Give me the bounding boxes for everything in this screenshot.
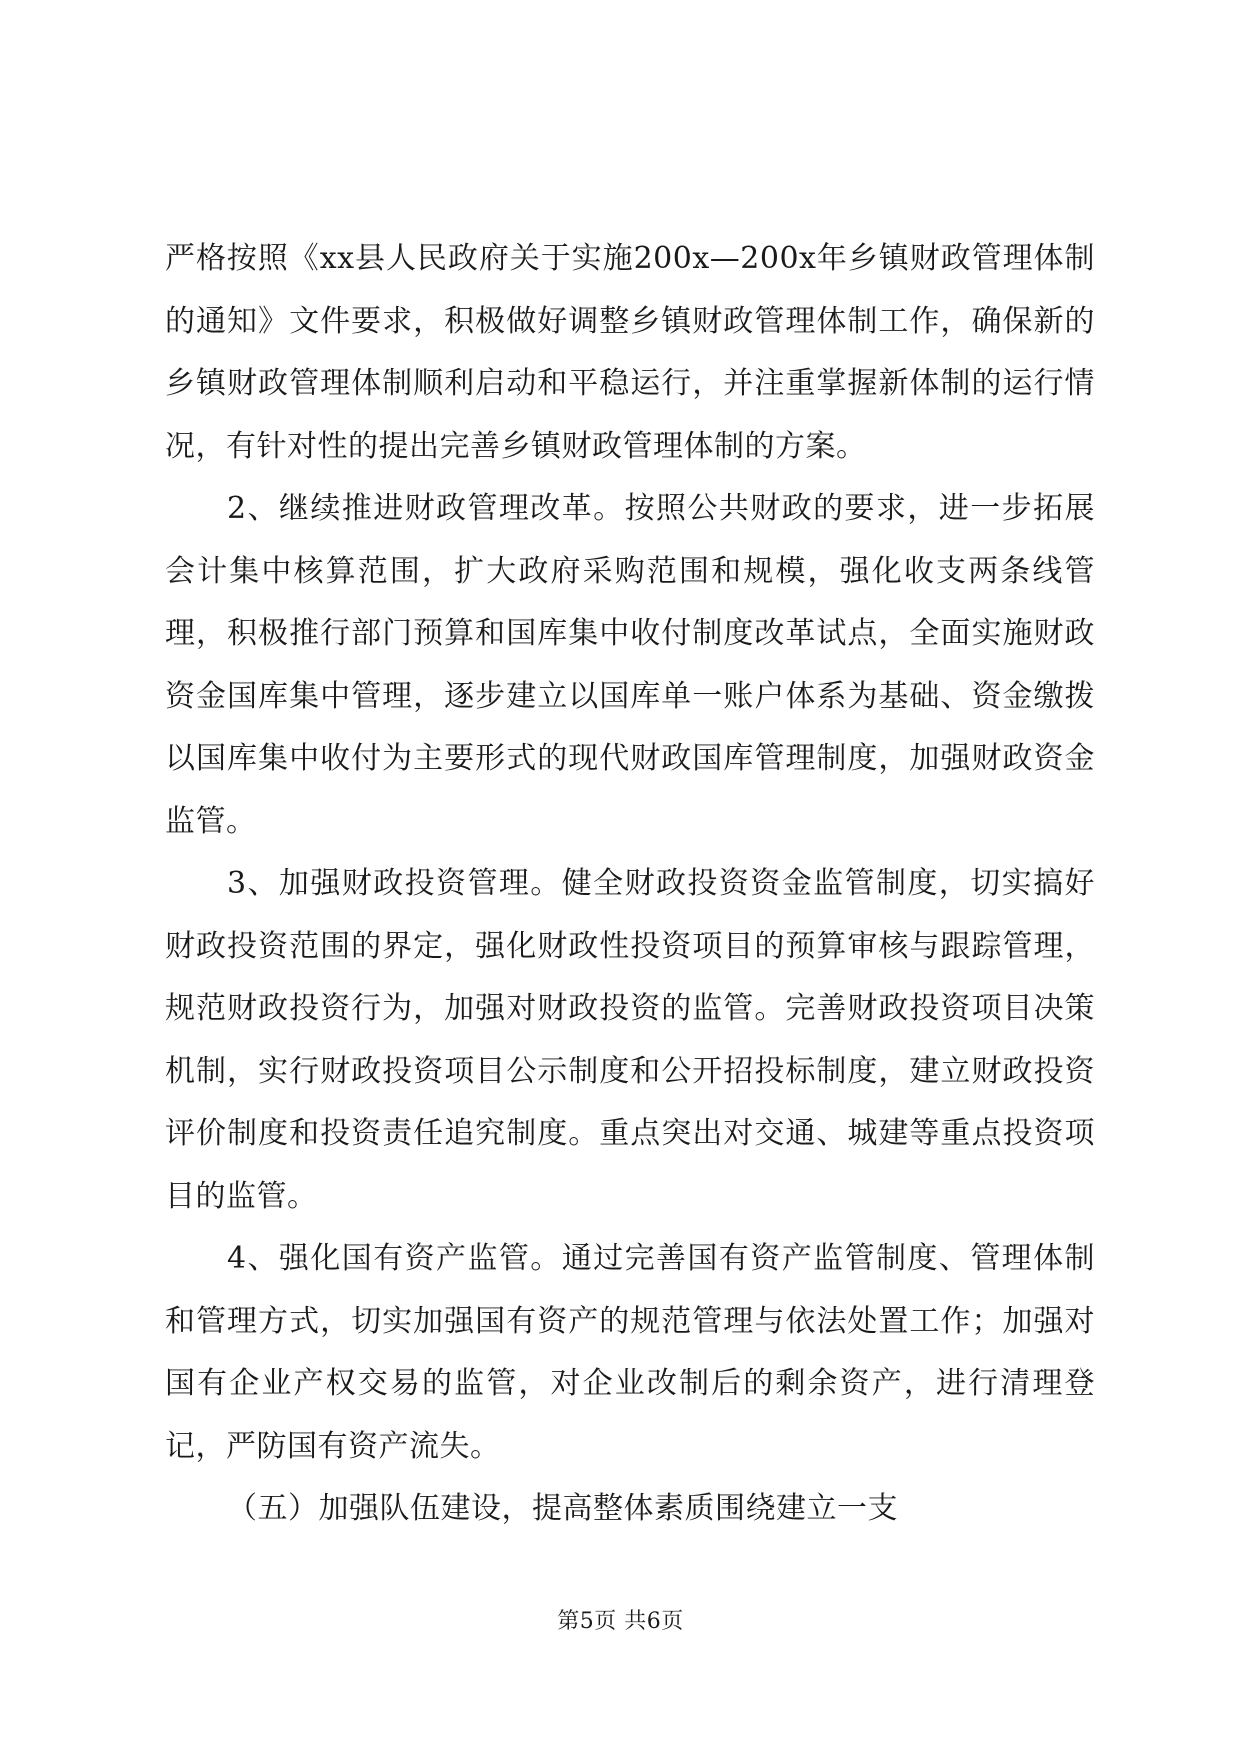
paragraph-item-3: 3、加强财政投资管理。健全财政投资资金监管制度，切实搞好财政投资范围的界定，强化财政性投资项目的预算审核与跟踪管理，规范财政投资行为，加强对财政投资的监管。完善财政投资项目决策机制，实行财政投资项目公示制度和公开招投标制度，建立财政投资评价制度和投资责任追究制度。重点突出对交通、城建等重点投资项目的监管。: [165, 866, 1095, 1214]
paragraph-continued: 严格按照《xx县人民政府关于实施200x—200x年乡镇财政管理体制的通知》文件要求，积极做好调整乡镇财政管理体制工作，确保新的乡镇财政管理体制顺利启动和平稳运行，并注重掌握新体制的运行情况，有针对性的提出完善乡镇财政管理体制的方案。: [165, 241, 1095, 464]
page-footer: [0, 1604, 1241, 1635]
paragraph-item-2: 2、继续推进财政管理改革。按照公共财政的要求，进一步拓展会计集中核算范围，扩大政府采购范围和规模，强化收支两条线管理，积极推行部门预算和国库集中收付制度改革试点，全面实施财政资金国库集中管理，逐步建立以国库单一账户体系为基础、资金缴拨以国库集中收付为主要形式的现代财政国库管理制度，加强财政资金监管。: [165, 491, 1095, 839]
document-body: [165, 228, 1095, 1541]
paragraph-item-4: 4、强化国有资产监管。通过完善国有资产监管制度、管理体制和管理方式，切实加强国有资产的规范管理与依法处置工作；加强对国有企业产权交易的监管，对企业改制后的剩余资产，进行清理登记，严防国有资产流失。: [165, 1241, 1095, 1464]
paragraph-section-5: （五）加强队伍建设，提高整体素质围绕建立一支: [227, 1491, 898, 1526]
page-number-label: 第5页 共6页: [557, 1609, 684, 1634]
